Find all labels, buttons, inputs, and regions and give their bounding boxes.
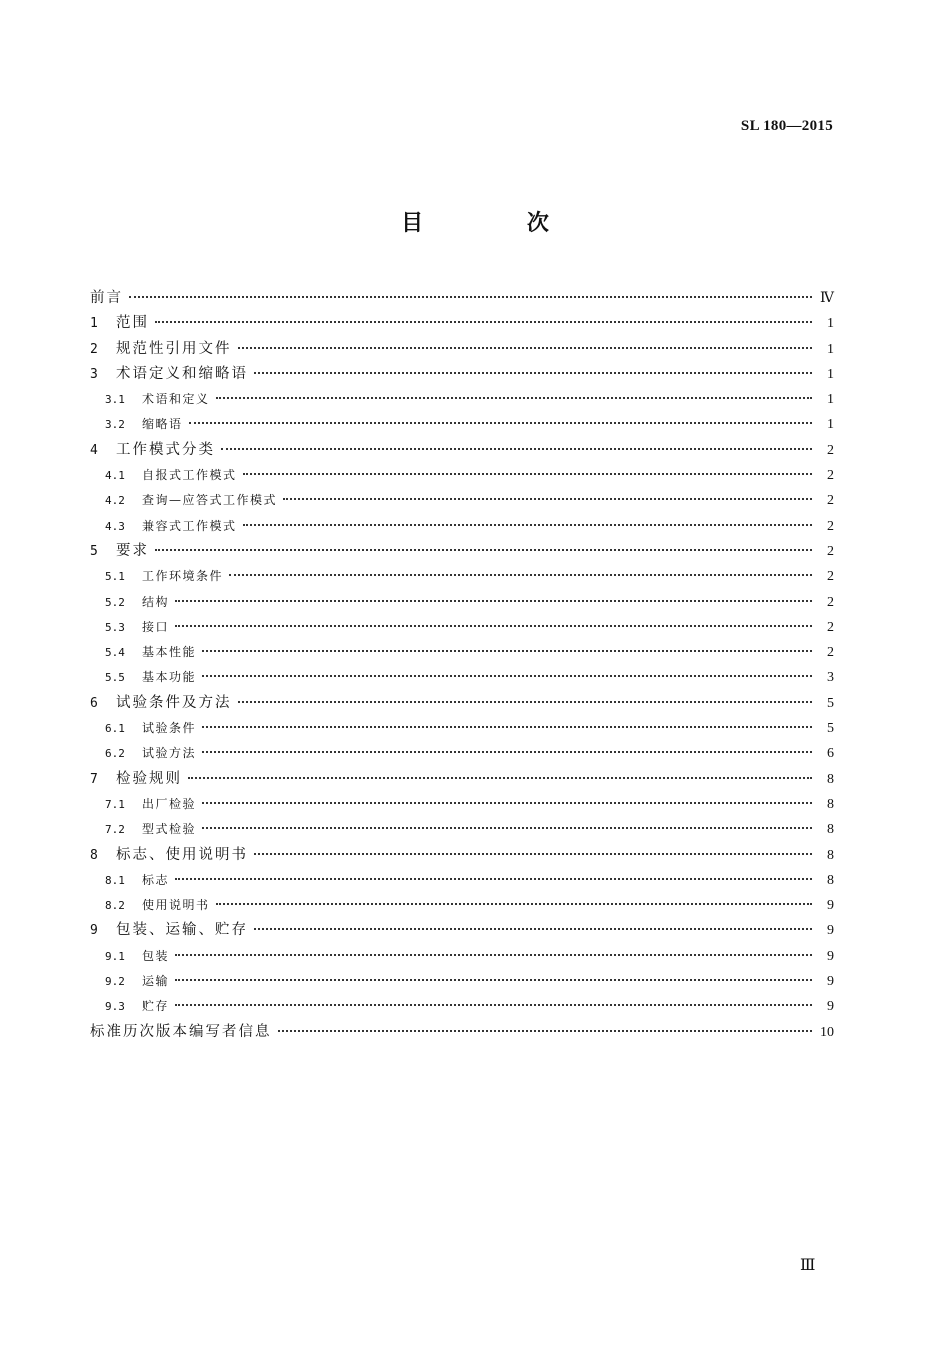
toc-entry-page: Ⅳ — [820, 291, 834, 306]
toc-entry[interactable] — [90, 741, 834, 766]
toc-entry[interactable] — [90, 893, 834, 918]
toc-entry[interactable] — [90, 665, 834, 690]
toc-entry-label: 运输 — [142, 974, 170, 989]
toc-entry-page: 5 — [827, 721, 834, 737]
toc-entry-page: 2 — [827, 594, 834, 610]
toc-entry-number: 4 — [90, 442, 98, 458]
toc-entry-label: 试验条件 — [142, 721, 197, 736]
toc-dot-leader — [175, 979, 812, 981]
toc-entry[interactable] — [90, 944, 834, 969]
toc-entry[interactable] — [90, 994, 834, 1019]
toc-entry[interactable] — [90, 463, 834, 488]
toc-entry-label: 标志 — [142, 872, 170, 887]
toc-entry-number: 3.1 — [105, 393, 125, 407]
toc-entry-page: 2 — [827, 468, 834, 484]
toc-entry-page: 8 — [827, 847, 834, 863]
toc-dot-leader — [229, 574, 812, 576]
toc-entry[interactable] — [90, 412, 834, 437]
document-code: SL 180—2015 — [740, 118, 833, 134]
toc-entry-number: 5.2 — [105, 595, 125, 609]
toc-entry-number: 9.3 — [105, 1000, 125, 1014]
toc-dot-leader — [202, 802, 812, 804]
toc-entry-label: 结构 — [142, 594, 170, 609]
toc-entry[interactable] — [90, 691, 834, 716]
toc-entry-number: 3 — [90, 366, 98, 382]
toc-entry-number: 6 — [90, 695, 98, 711]
toc-dot-leader — [175, 1004, 812, 1006]
toc-entry[interactable] — [90, 767, 834, 792]
toc-entry-label: 查询—应答式工作模式 — [142, 493, 278, 508]
toc-entry-number: 5 — [90, 543, 98, 559]
toc-dot-leader — [243, 473, 812, 475]
toc-entry-label: 包装 — [142, 948, 170, 963]
toc-entry-page: 2 — [827, 518, 834, 534]
toc-dot-leader — [221, 448, 812, 450]
toc-dot-leader — [254, 928, 812, 930]
toc-entry-label: 基本功能 — [142, 670, 197, 685]
toc-entry[interactable] — [90, 969, 834, 994]
toc-entry-number: 4.1 — [105, 469, 125, 483]
toc-entry-page: 6 — [827, 746, 834, 762]
toc-dot-leader — [238, 347, 813, 349]
toc-entry[interactable] — [90, 362, 834, 387]
toc-entry[interactable] — [90, 868, 834, 893]
toc-dot-leader — [202, 726, 812, 728]
toc-entry-number: 5.5 — [105, 671, 125, 685]
toc-dot-leader — [155, 549, 812, 551]
toc-entry[interactable] — [90, 590, 834, 615]
toc-entry-page: 8 — [827, 822, 834, 838]
toc-entry[interactable] — [90, 539, 834, 564]
toc-entry-page: 1 — [827, 366, 834, 382]
toc-entry-page: 3 — [827, 670, 834, 686]
toc-entry-label: 出厂检验 — [142, 796, 197, 811]
toc-entry-label: 兼容式工作模式 — [142, 518, 237, 533]
toc-dot-leader — [238, 701, 813, 703]
toc-entry[interactable] — [90, 843, 834, 868]
toc-entry-page: 5 — [827, 695, 834, 711]
toc-entry-label: 范围 — [116, 315, 149, 332]
toc-dot-leader — [189, 422, 812, 424]
toc-dot-leader — [202, 650, 812, 652]
toc-entry-number: 8 — [90, 847, 98, 863]
toc-entry-label: 前言 — [90, 290, 123, 306]
toc-entry-page: 9 — [827, 923, 834, 939]
toc-entry[interactable] — [90, 817, 834, 842]
toc-entry-page: 9 — [827, 898, 834, 914]
toc-entry-label: 检验规则 — [116, 770, 182, 787]
toc-dot-leader — [175, 954, 812, 956]
toc-entry-number: 7.2 — [105, 823, 125, 837]
toc-entry[interactable] — [90, 387, 834, 412]
toc-entry-label: 试验方法 — [142, 746, 197, 761]
toc-entry-number: 1 — [90, 316, 98, 332]
toc-dot-leader — [243, 524, 812, 526]
toc-dot-leader — [175, 600, 812, 602]
toc-entry-number: 9.1 — [105, 949, 125, 963]
toc-entry-number: 2 — [90, 341, 98, 357]
toc-dot-leader — [254, 853, 812, 855]
toc-entry-label: 术语定义和缩略语 — [116, 365, 248, 382]
table-of-contents — [90, 286, 834, 1045]
toc-entry-label: 缩略语 — [142, 417, 183, 432]
toc-dot-leader — [155, 321, 812, 323]
toc-entry-page: 2 — [827, 645, 834, 661]
toc-entry-label: 标志、使用说明书 — [116, 846, 248, 863]
toc-entry[interactable] — [90, 311, 834, 336]
toc-entry-number: 9.2 — [105, 975, 125, 989]
toc-dot-leader — [175, 878, 812, 880]
toc-entry-page: 2 — [827, 543, 834, 559]
page-number: Ⅲ — [800, 1257, 816, 1274]
toc-entry-label: 试验条件及方法 — [116, 694, 232, 711]
toc-entry-page: 1 — [827, 392, 834, 408]
toc-entry-page: 8 — [827, 771, 834, 787]
toc-entry[interactable] — [90, 438, 834, 463]
toc-dot-leader — [202, 675, 812, 677]
toc-entry-page: 2 — [827, 493, 834, 509]
toc-entry[interactable] — [90, 286, 834, 311]
toc-entry[interactable] — [90, 337, 834, 362]
toc-entry[interactable] — [90, 640, 834, 665]
toc-entry[interactable] — [90, 716, 834, 741]
toc-entry-number: 8.1 — [105, 873, 125, 887]
toc-entry-page: 8 — [827, 872, 834, 888]
toc-entry-number: 8.2 — [105, 899, 125, 913]
toc-dot-leader — [188, 777, 812, 779]
toc-entry[interactable] — [90, 792, 834, 817]
toc-entry-label: 要求 — [116, 542, 149, 559]
toc-entry[interactable] — [90, 564, 834, 589]
toc-entry-label: 工作模式分类 — [116, 441, 215, 458]
toc-dot-leader — [202, 827, 812, 829]
toc-entry-label: 基本性能 — [142, 645, 197, 660]
toc-dot-leader — [202, 751, 812, 753]
toc-entry-label: 术语和定义 — [142, 392, 210, 407]
toc-entry-label: 使用说明书 — [142, 898, 210, 913]
toc-entry-page: 2 — [827, 619, 834, 635]
toc-entry-page: 9 — [827, 948, 834, 964]
toc-dot-leader — [283, 498, 812, 500]
toc-entry[interactable] — [90, 615, 834, 640]
toc-entry-number: 5.4 — [105, 646, 125, 660]
toc-entry[interactable] — [90, 488, 834, 513]
toc-entry-page: 1 — [827, 417, 834, 433]
toc-dot-leader — [129, 296, 812, 298]
toc-entry-number: 9 — [90, 923, 98, 939]
toc-entry-page: 2 — [827, 569, 834, 585]
toc-entry[interactable] — [90, 918, 834, 943]
toc-entry-page: 10 — [820, 1024, 834, 1040]
toc-title: 目 次 — [401, 211, 597, 236]
toc-dot-leader — [216, 397, 812, 399]
toc-entry[interactable] — [90, 514, 834, 539]
toc-entry-label: 接口 — [142, 619, 170, 634]
toc-dot-leader — [216, 903, 812, 905]
toc-entry-number: 4.3 — [105, 519, 125, 533]
toc-entry-number: 3.2 — [105, 418, 125, 432]
toc-entry-label: 工作环境条件 — [142, 569, 224, 584]
toc-entry[interactable] — [90, 1020, 834, 1045]
toc-entry-number: 6.1 — [105, 722, 125, 736]
toc-entry-label: 规范性引用文件 — [116, 340, 232, 357]
toc-dot-leader — [278, 1030, 813, 1032]
toc-entry-label: 型式检验 — [142, 822, 197, 837]
toc-entry-number: 5.1 — [105, 570, 125, 584]
toc-entry-number: 7 — [90, 771, 98, 787]
toc-entry-number: 6.2 — [105, 747, 125, 761]
toc-entry-label: 自报式工作模式 — [142, 468, 237, 483]
toc-dot-leader — [254, 372, 812, 374]
toc-entry-label: 包装、运输、贮存 — [116, 922, 248, 939]
toc-entry-page: 9 — [827, 974, 834, 990]
toc-entry-page: 1 — [827, 316, 834, 332]
toc-entry-label: 贮存 — [142, 999, 170, 1014]
toc-entry-number: 7.1 — [105, 797, 125, 811]
toc-entry-page: 1 — [827, 341, 834, 357]
toc-entry-page: 9 — [827, 999, 834, 1015]
toc-entry-number: 4.2 — [105, 494, 125, 508]
toc-entry-number: 5.3 — [105, 620, 125, 634]
toc-entry-page: 2 — [827, 442, 834, 458]
toc-entry-label: 标准历次版本编写者信息 — [90, 1023, 272, 1040]
toc-entry-page: 8 — [827, 796, 834, 812]
toc-dot-leader — [175, 625, 812, 627]
